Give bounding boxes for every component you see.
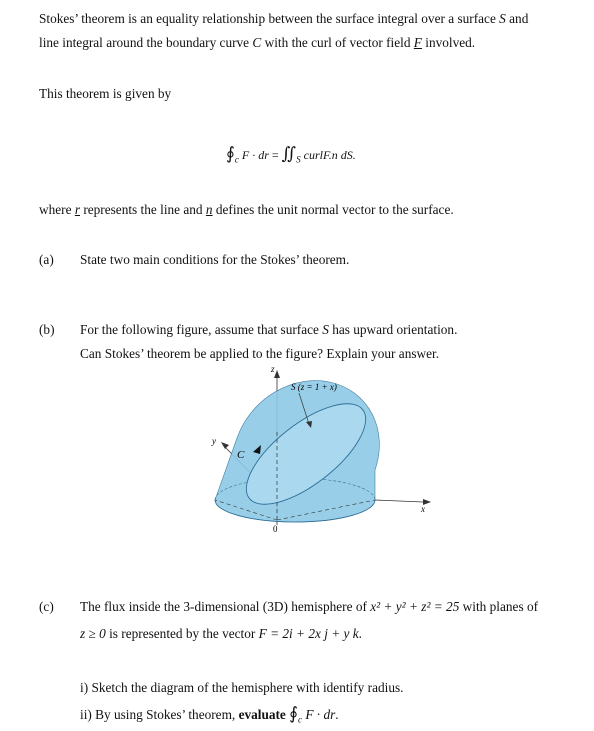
y-axis-arrow: [221, 442, 229, 449]
intro-line-2: line integral around the boundary curve C with the curl of vector field F involved.: [39, 35, 476, 50]
y-axis-label: y: [212, 436, 216, 446]
intro-line-1: Stokes’ theorem is an equality relationship between the surface integral over a surface S and: [39, 11, 529, 26]
where-line: where r represents the line and n defines the unit normal vector to the surface.: [39, 202, 454, 217]
surface-label: S (z = 1 + x): [291, 382, 337, 392]
part-b-line-1: For the following figure, assume that surface S has upward orientation.: [80, 322, 458, 337]
part-a-label: (a): [39, 252, 54, 267]
origin-label: 0: [273, 524, 278, 534]
part-c-line-1: The flux inside the 3-dimensional (3D) hemisphere of x² + y² + z² = 25 with planes of: [80, 599, 539, 614]
part-c-sub-ii: ii) By using Stokes’ theorem, evaluate $∮_c$ F · dr.: [80, 704, 339, 725]
part-a-text: State two main conditions for the Stokes’ theorem.: [80, 252, 350, 267]
z-axis-arrow: [274, 370, 280, 378]
part-c-sub-i: i) Sketch the diagram of the hemisphere with identify radius.: [80, 680, 404, 695]
part-b-label: (b): [39, 322, 55, 337]
stokes-figure: [195, 360, 435, 540]
stokes-formula: $∮_c$ F · dr = $∬_S$ curlF.n dS.: [226, 144, 356, 165]
curve-label: C: [237, 449, 245, 461]
x-axis: [375, 500, 423, 502]
z-axis-label: z: [271, 364, 275, 374]
theorem-intro-text: This theorem is given by: [39, 86, 172, 101]
part-b-line-2: Can Stokes’ theorem be applied to the figure? Explain your answer.: [80, 346, 440, 361]
part-c-label: (c): [39, 599, 54, 614]
x-axis-label: x: [421, 504, 425, 514]
part-c-line-2: z ≥ 0 is represented by the vector F = 2i + 2x j + y k.: [80, 626, 362, 641]
